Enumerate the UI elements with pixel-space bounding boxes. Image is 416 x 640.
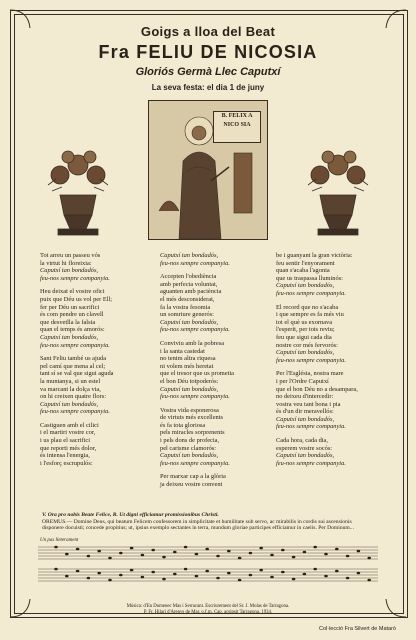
music-note bbox=[303, 573, 307, 576]
verse-line: aguanten amb paciència bbox=[160, 288, 222, 296]
verse-line: Castiguen amb el cilici bbox=[40, 421, 99, 429]
refrain-line: Caputxí tan bondadós, bbox=[276, 452, 335, 460]
refrain-line: Caputxí tan bondadós, bbox=[160, 252, 219, 259]
verse-line: puix que Déu us vol per Ell; bbox=[40, 295, 113, 303]
music-note bbox=[238, 579, 242, 582]
music-note bbox=[184, 568, 188, 571]
title-line-2: Fra FELIU DE NICOSIA bbox=[98, 42, 318, 62]
music-note bbox=[367, 579, 371, 582]
music-note bbox=[54, 568, 58, 571]
stanza bbox=[276, 437, 394, 467]
verse-line: que el bon Déu no a desampara, bbox=[276, 385, 358, 393]
music-note bbox=[205, 548, 209, 551]
music-note bbox=[162, 556, 166, 559]
verse-line: i l'esforç escrupulós: bbox=[40, 459, 93, 467]
stanza bbox=[40, 252, 158, 282]
verse-line: no tenim altra riquesa bbox=[160, 355, 216, 363]
verse-line: amb perfecta voluntat, bbox=[160, 280, 218, 288]
feast-date: La seva festa: el dia 1 de juny bbox=[151, 83, 265, 92]
verse-line: i pels dons de profecia, bbox=[160, 437, 220, 445]
verse-line: que desvetlla la falsia bbox=[40, 318, 96, 326]
stanza bbox=[276, 304, 394, 365]
verse-line: Heu deixat el vostre ofici bbox=[40, 288, 105, 296]
verse-line: El record que no s'acaba bbox=[276, 303, 339, 311]
music-note bbox=[151, 571, 155, 574]
music-note bbox=[108, 557, 112, 560]
refrain-line: Caputxí tan bondadós, bbox=[160, 452, 219, 460]
refrain-line: feu-nos sempre companyia. bbox=[276, 289, 346, 297]
music-note bbox=[54, 546, 58, 549]
verse-line: la virtut hi floreixia: bbox=[40, 259, 92, 267]
music-note bbox=[76, 570, 80, 573]
music-note bbox=[195, 575, 199, 578]
left-flower-vase bbox=[38, 145, 118, 240]
verse-line: el bon Déu totpoderós: bbox=[160, 377, 219, 385]
music-note bbox=[130, 547, 134, 550]
verse-line: i que sempre es fa més viu bbox=[276, 311, 344, 319]
stanza bbox=[40, 422, 158, 468]
refrain-line: feu-nos sempre companyia. bbox=[160, 259, 230, 267]
verse-line: feu que sigui cada dia bbox=[276, 333, 332, 341]
music-incipit: Un pas lleterament bbox=[40, 538, 79, 543]
verse-line: és d'un dir meravellós: bbox=[276, 408, 334, 416]
refrain-line: Caputxí tan bondadós, bbox=[40, 400, 99, 408]
refrain-line: feu-nos sempre companyia. bbox=[276, 459, 346, 467]
refrain-line: Caputxí tan bondadós, bbox=[160, 385, 219, 393]
refrain-line: feu-nos sempre companyia. bbox=[40, 274, 110, 282]
oremus: OREMUS.— Domine Deus, qui beatum Felicem confessorem in simplicitate et humilitate sub servo, ac mirabilis in cordis sui ascensionis disponere docuisti; concede propitius; ut, ipsius exemplo sectantes in terra, mundum gloriae participes efficiamur in caelis. Per Dominum... bbox=[42, 518, 354, 532]
stanza bbox=[276, 252, 394, 298]
music-note bbox=[227, 572, 231, 575]
stanza bbox=[40, 288, 158, 349]
verse-line: Vostra vida esponerosa bbox=[160, 406, 219, 414]
music-note bbox=[119, 574, 123, 577]
refrain-line: feu-nos sempre companyia. bbox=[276, 423, 346, 431]
verse-line: un somriure generós: bbox=[160, 311, 214, 319]
stanza bbox=[160, 252, 278, 267]
verse-line: l'esperit, per tots reviu; bbox=[276, 326, 335, 334]
music-note bbox=[346, 577, 350, 580]
saint-banner: B. FELIX A NICO SIA bbox=[213, 111, 261, 143]
prayer-block bbox=[42, 512, 372, 532]
verse-line: fer per Déu un sacrifici bbox=[40, 303, 100, 311]
music-note bbox=[141, 576, 145, 579]
verse-line: tant sí se val que sigui aguda bbox=[40, 370, 114, 378]
music-note bbox=[259, 547, 263, 550]
music-note bbox=[303, 551, 307, 554]
music-note bbox=[195, 553, 199, 556]
verse-line: tot el què us exornava bbox=[276, 318, 333, 326]
music-note bbox=[87, 577, 91, 580]
music-note bbox=[130, 569, 134, 572]
verse-line: i la santa castedat bbox=[160, 347, 205, 355]
music-note bbox=[335, 548, 339, 551]
music-note bbox=[162, 578, 166, 581]
verse-column-1 bbox=[40, 252, 158, 473]
refrain-line: Caputxí tan bondadós, bbox=[160, 318, 219, 326]
collection-label: Col·lecció Fra Silvert de Mataró bbox=[318, 626, 396, 632]
refrain-line: feu-nos sempre companyia. bbox=[40, 408, 110, 416]
music-note bbox=[357, 550, 361, 553]
music-note bbox=[324, 575, 328, 578]
music-note bbox=[357, 572, 361, 575]
refrain-line: Caputxí tan bondadós, bbox=[276, 349, 335, 357]
music-note bbox=[108, 579, 112, 582]
music-note bbox=[249, 574, 253, 577]
credits-line-2: P. Fr. Hilari d'Arenys de Mar, o.f.m. Cap. acsipsit Tarragona, 1934. bbox=[143, 610, 273, 615]
saint-engraving bbox=[148, 100, 268, 240]
music-note bbox=[65, 553, 69, 556]
verse-line: Conviviu amb la pobresa bbox=[160, 339, 225, 347]
verse-line: be i guanyant la gran victòria: bbox=[276, 252, 353, 259]
verse-line: Per marxar cap a la glòria bbox=[160, 473, 226, 481]
music-note bbox=[205, 570, 209, 573]
music-note bbox=[281, 571, 285, 574]
verse-line: va marcant la dolça via, bbox=[40, 385, 101, 393]
refrain-line: feu-nos sempre companyia. bbox=[40, 341, 110, 349]
verse-line: pel carisme clamorós: bbox=[160, 444, 217, 452]
verse-line: esperem vostre socós: bbox=[276, 444, 333, 452]
refrain-line: Caputxí tan bondadós, bbox=[40, 333, 99, 341]
verse-line: pels miracles sorprenents bbox=[160, 429, 225, 437]
music-note bbox=[216, 577, 220, 580]
verse-column-3 bbox=[276, 252, 394, 473]
verse-line: el més desconsiderat, bbox=[160, 295, 215, 303]
verse-line: Accepten l'obediència bbox=[160, 273, 217, 281]
music-note bbox=[324, 553, 328, 556]
verse-line: és intensa l'energia, bbox=[40, 452, 90, 460]
music-note bbox=[292, 578, 296, 581]
refrain-line: Caputxí tan bondadós, bbox=[40, 267, 99, 275]
music-note bbox=[151, 549, 155, 552]
music-note bbox=[65, 575, 69, 578]
verse-line: de virtuts més excellents bbox=[160, 414, 224, 422]
music-staff bbox=[38, 535, 378, 603]
verse-line: i per l'Ordre Caputxí bbox=[276, 377, 329, 385]
stanza bbox=[160, 473, 278, 488]
music-note bbox=[313, 546, 317, 549]
title-line-1: Goigs a lloa del Beat bbox=[140, 24, 276, 39]
stanza bbox=[160, 273, 278, 334]
refrain-line: feu-nos sempre companyia. bbox=[276, 356, 346, 364]
music-note bbox=[270, 576, 274, 579]
music-note bbox=[227, 550, 231, 553]
verse-column-2 bbox=[160, 252, 278, 495]
music-note bbox=[335, 570, 339, 573]
music-note bbox=[119, 552, 123, 555]
refrain-line: feu-nos sempre companyia. bbox=[160, 393, 230, 401]
music-note bbox=[346, 555, 350, 558]
verse-line: la muntanya, si un estel bbox=[40, 377, 101, 385]
stanza bbox=[276, 370, 394, 431]
music-note bbox=[173, 551, 177, 554]
music-note bbox=[281, 549, 285, 552]
verse-line: pel camí que mena al cel; bbox=[40, 362, 106, 370]
verse-line: vostra veu tant bona i pia bbox=[276, 400, 341, 408]
verse-line: i el martiri vostre cor, bbox=[40, 429, 96, 437]
refrain-line: Caputxí tan bondadós, bbox=[276, 415, 335, 423]
verse-line: és com pendre un clavell bbox=[40, 311, 104, 319]
music-note bbox=[97, 550, 101, 553]
stanza bbox=[160, 407, 278, 468]
music-note bbox=[87, 555, 91, 558]
music-note bbox=[259, 569, 263, 572]
verse-line: feu sentir l'enyorament bbox=[276, 259, 335, 267]
refrain-line: feu-nos sempre companyia. bbox=[160, 326, 230, 334]
music-note bbox=[76, 548, 80, 551]
right-flower-vase bbox=[298, 145, 378, 240]
verse-line: Sant Feliu també us ajuda bbox=[40, 355, 107, 363]
verse-line: on hi creixen quatre flors: bbox=[40, 393, 107, 401]
music-note bbox=[270, 554, 274, 557]
verse-line: que reporti més dolor, bbox=[40, 444, 97, 452]
verse-line: ja deixeu vostre convent bbox=[160, 481, 223, 489]
versicle: V. Ora pro nobis Beate Felice, R. Ut digni efficiamur promissionibus Christi. bbox=[42, 512, 219, 518]
verse-line: que el tresor que us prometia bbox=[160, 370, 235, 378]
verse-line: nostre cor més fervorós: bbox=[276, 341, 338, 349]
stanza bbox=[160, 340, 278, 401]
music-note bbox=[313, 568, 317, 571]
refrain-line: Caputxí tan bondadós, bbox=[276, 282, 335, 290]
music-note bbox=[216, 555, 220, 558]
verse-line: quan s'acaba l'agonia bbox=[276, 267, 330, 275]
refrain-line: feu-nos sempre companyia. bbox=[160, 459, 230, 467]
music-note bbox=[238, 557, 242, 560]
music-note bbox=[173, 573, 177, 576]
stanza bbox=[40, 355, 158, 416]
credits-line-1: Música: d'En Domenec Mas i Serracant. Escriurement del Sr. J. Molas de Tarragona. bbox=[126, 604, 290, 609]
music-note bbox=[97, 572, 101, 575]
music-note bbox=[141, 554, 145, 557]
music-note bbox=[367, 557, 371, 560]
verse-line: Tot arreu un passeu vós bbox=[40, 252, 101, 259]
verse-line: Per l'Església, nostra mare bbox=[276, 370, 344, 378]
verse-line: ni volem més heretat bbox=[160, 362, 214, 370]
subtitle: Gloriós Germà Llec Caputxí bbox=[135, 66, 281, 78]
music-note bbox=[292, 556, 296, 559]
verse-line: Cada hora, cada dia, bbox=[276, 437, 328, 445]
verse-line: i us plau el sacrifici bbox=[40, 437, 91, 445]
verse-line: no deixeu d'intercedir: bbox=[276, 393, 334, 401]
music-note bbox=[184, 546, 188, 549]
verse-line: fa la vostra fesomia bbox=[160, 303, 211, 311]
music-note bbox=[249, 552, 253, 555]
verse-line: és fa tota gloriosa bbox=[160, 421, 206, 429]
verse-line: quan el temps és amorós: bbox=[40, 326, 105, 334]
verse-line: que us traspassa lluminós: bbox=[276, 274, 343, 282]
